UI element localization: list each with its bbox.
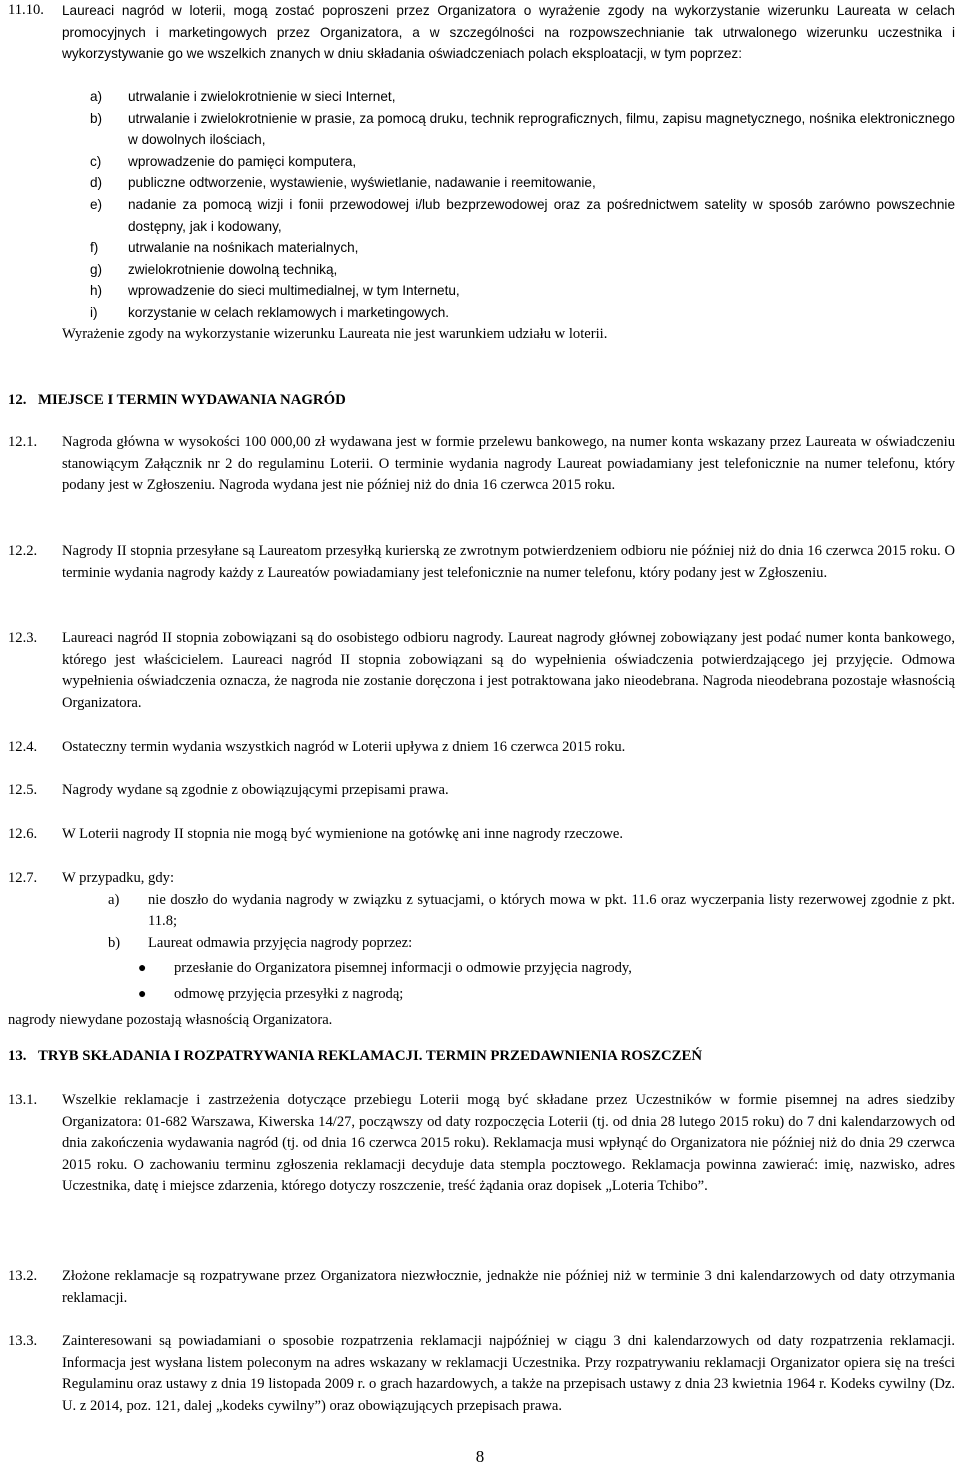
list-item: d) publiczne odtworzenie, wystawienie, wyświetlanie, nadawanie i reemitowanie, <box>90 175 596 191</box>
paragraph-12-3: 12.3. Laureaci nagród II stopnia zobowiązani są do osobistego odbioru nagrody. Laureat nagrody głównej zobowiązany jest podać numer konta bankowego, którego jest właścicielem. Laureaci nagród II stopnia zobowiązani są do wypełnienia oświadczenia potwierdzającego jej przyjęcie. Odmowa wypełnienia oświadczenia oznacza, że nagroda nie zostanie doręczona i jest potraktowana jako nieodebrana. Nagroda nieodebrana pozostaje własnością Organizatora. <box>8 630 955 711</box>
condition-list <box>108 890 955 1006</box>
bullet-icon: ● <box>138 986 147 1002</box>
consent-note: Wyrażenie zgody na wykorzystanie wizerunku Laureata nie jest warunkiem udziału w loterii. <box>62 325 608 342</box>
section-heading-12: 12. MIEJSCE I TERMIN WYDAWANIA NAGRÓD <box>8 392 346 408</box>
list-item: e) nadanie za pomocą wizji i fonii przewodowej i/lub bezprzewodowej oraz za pośrednictwem satelity w sposób zarówno powszechnie dostępny, jak i kodowany, <box>90 196 955 234</box>
paragraph-13-2: 13.2. Złożone reklamacje są rozpatrywane przez Organizatora niezwłocznie, jednakże nie później niż w terminie 3 dni kalendarzowych od daty otrzymania reklamacji. <box>8 1268 955 1306</box>
paragraph-text: Laureaci nagród w loterii, mogą zostać poproszeni przez Organizatora o wyrażenie zgody na wykorzystanie wizerunku Laureata w celach promocyjnych i marketingowych przez Organizatora, a w szczególności na rozpowszechnianie tak utrwalonego wizerunku uczestnika i wykorzystywanie go we wszelkich znanych w dniu składania oświadczeniach polach eksploatacji, w tym poprzez: <box>62 3 955 62</box>
paragraph-12-6: 12.6. W Loterii nagrody II stopnia nie mogą być wymienione na gotówkę ani inne nagrody rzeczowe. <box>8 826 624 842</box>
list-item: h) wprowadzenie do sieci multimedialnej, w tym Internetu, <box>90 283 460 299</box>
list-item: a) nie doszło do wydania nagrody w związku z sytuacjami, o których mowa w pkt. 11.6 oraz wyczerpania listy rezerwowej zgodnie z pkt. 11.8; <box>108 891 955 930</box>
bullet-icon: ● <box>138 961 147 977</box>
list-item: a) utrwalanie i zwielokrotnienie w sieci Internet, <box>90 89 396 104</box>
paragraph-11-10 <box>8 0 955 65</box>
paragraph-number: 11.10. <box>8 2 44 18</box>
list-item: c) wprowadzenie do pamięci komputera, <box>90 153 357 169</box>
bullet-item: ● przesłanie do Organizatora pisemnej informacji o odmowie przyjęcia nagrody, <box>108 958 955 980</box>
section-heading-13: 13. TRYB SKŁADANIA I ROZPATRYWANIA REKLAMACJI. TERMIN PRZEDAWNIENIA ROSZCZEŃ <box>8 1048 703 1064</box>
bullet-item: ● odmowę przyjęcia przesyłki z nagrodą; <box>108 984 955 1006</box>
list-item: f) utrwalanie na nośnikach materialnych, <box>90 240 359 256</box>
list-item: b) utrwalanie i zwielokrotnienie w prasie, za pomocą druku, technik reprograficznych, filmu, zapisu magnetycznego, nośnika elektronicznego w dowolnych ilościach, <box>90 110 955 148</box>
paragraph-12-1: 12.1. Nagroda główna w wysokości 100 000,00 zł wydawana jest w formie przelewu bankowego, na numer konta wskazany przez Laureata w oświadczeniu stanowiącym Załącznik nr 2 do regulaminu Loterii. O terminie wydania nagrody Laureat powiadamiany jest telefonicznie na numer telefonu, który podany jest w Zgłoszeniu. Nagroda wydana jest nie później niż do dnia 16 czerwca 2015 roku. <box>8 434 955 494</box>
paragraph-12-7: 12.7. W przypadku, gdy: a) nie doszło do wydania nagrody w związku z sytuacjami, o których mowa w pkt. 11.6 oraz wyczerpania listy rezerwowej zgodnie z pkt. 11.8; b) Laureat odmawia przyjęcia nagrody poprzez: ● przesłanie do Organizatora pisemnej informacji o odmowie przyjęcia nagrody, ● odmowę przyjęcia przesyłki z nagrodą; <box>8 868 955 1006</box>
page-number: 8 <box>475 1447 485 1466</box>
paragraph-13-3: 13.3. Zainteresowani są powiadamiani o sposobie rozpatrzenia reklamacji najpóźniej w ciągu 3 dni kalendarzowych od daty rozpatrzenia reklamacji. Informacja jest wysłana listem poleconym na adres wskazany w reklamacji Uczestnika. Przy rozpatrywaniu reklamacji Organizator opiera się na treści Regulaminu oraz ustawy z dnia 19 listopada 2009 r. o grach hazardowych, a także na przepisach ustawy z dnia 23 kwietnia 1964 r. Kodeks cywilny (Dz. U. z 2014, poz. 121, dalej „kodeks cywilny”) oraz obowiązujących przepisach prawa. <box>8 1333 955 1414</box>
paragraph-12-5: 12.5. Nagrody wydane są zgodnie z obowiązującymi przepisami prawa. <box>8 782 449 798</box>
list-item: i) korzystanie w celach reklamowych i marketingowych. <box>90 304 450 320</box>
paragraph-13-1: 13.1. Wszelkie reklamacje i zastrzeżenia dotyczące przebiegu Loterii mogą być składane przez Uczestników w formie pisemnej na adres siedziby Organizatora: 01-682 Warszawa, Kiwerska 14/27, począwszy od daty rozpoczęcia Loterii (tj. od dnia 28 lutego 2015 roku) do 7 dni kalendarzowych od dnia zakończenia wydawania nagród (tj. od dnia 16 czerwca 2015 roku). Reklamacja musi wpłynąć do Organizatora nie później niż do dnia 29 czerwca 2015 roku. O zachowaniu terminu zgłoszenia reklamacji decyduje data stempla pocztowego. Reklamacja powinna zawierać: imię, nazwisko, adres Uczestnika, datę i miejsce zdarzenia, którego dotyczy roszczenie, treść żądania oraz dopisek „Loteria Tchibo”. <box>8 1092 955 1195</box>
usage-list <box>8 86 955 345</box>
paragraph-12-7-closing: nagrody niewydane pozostają własnością Organizatora. <box>8 1012 333 1028</box>
list-item: b) Laureat odmawia przyjęcia nagrody poprzez: <box>108 934 413 951</box>
list-item: g) zwielokrotnienie dowolną techniką, <box>90 261 338 277</box>
paragraph-12-4: 12.4. Ostateczny termin wydania wszystkich nagród w Loterii upływa z dniem 16 czerwca 2015 roku. <box>8 739 626 755</box>
paragraph-12-2: 12.2. Nagrody II stopnia przesyłane są Laureatom przesyłką kurierską ze zwrotnym potwierdzeniem odbioru nie później niż do dnia 16 czerwca 2015 roku. O terminie wydania nagrody każdy z Laureatów powiadamiany jest telefonicznie na numer telefonu, który podany jest w Zgłoszeniu. <box>8 543 955 581</box>
